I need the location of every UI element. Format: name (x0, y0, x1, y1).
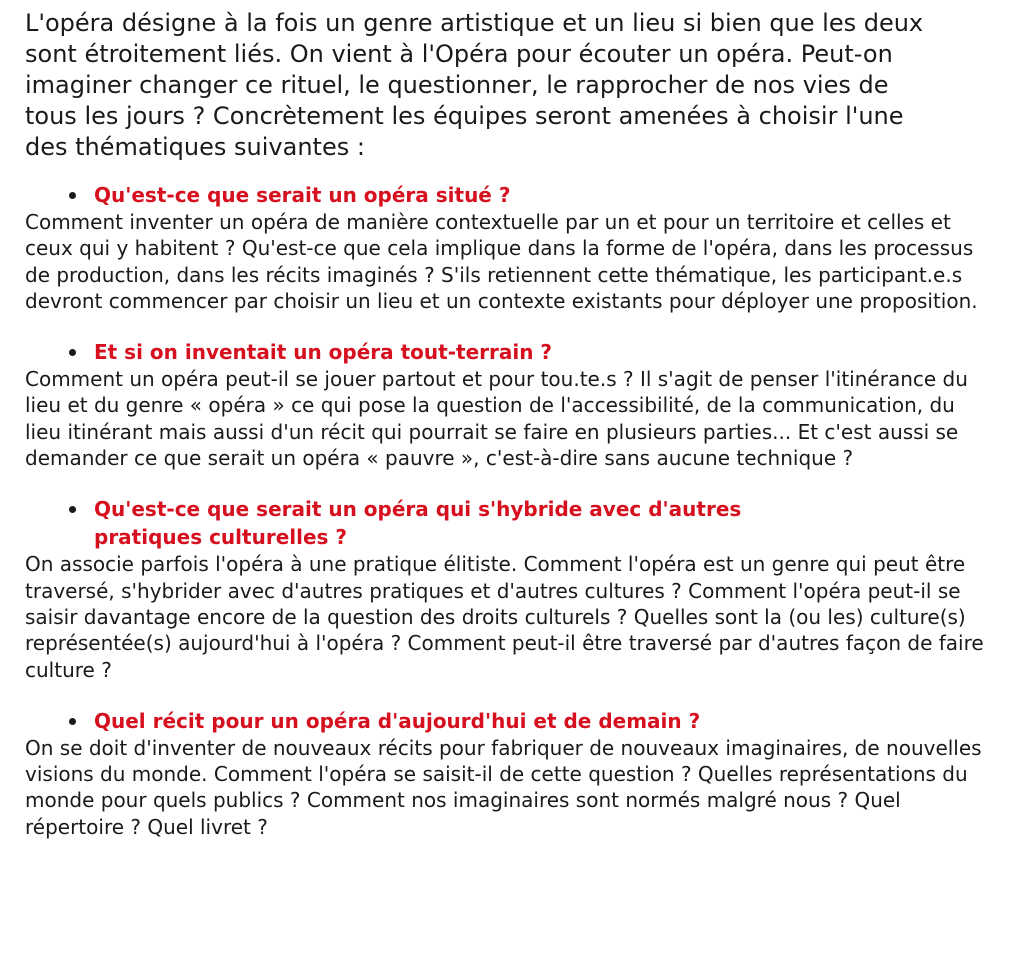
topic-title: Qu'est-ce que serait un opéra situé ? (94, 183, 511, 207)
topic-section (25, 495, 1008, 682)
topic-description: Comment un opéra peut-il se jouer partout et pour tou.te.s ? Il s'agit de penser l'itinérance du lieu et du genre « opéra » ce qui pose la question de l'accessibilité, de la communication, du lieu itinérant mais aussi d'un récit qui pourrait se faire en plusieurs parties... Et c'est aussi se demander ce que serait un opéra « pauvre », c'est-à-dire sans aucune technique ? (25, 367, 968, 471)
topic-section (25, 338, 1008, 471)
topic-list (25, 495, 1008, 551)
topic-list (25, 181, 1008, 209)
bullet-icon (69, 718, 76, 725)
topic-title: Qu'est-ce que serait un opéra qui s'hybride avec d'autres pratiques culturelles ? (94, 497, 742, 550)
topic-list (25, 707, 1008, 735)
bullet-icon (69, 349, 76, 356)
topic-list (25, 338, 1008, 366)
topic-heading (69, 707, 1008, 735)
bullet-icon (69, 192, 76, 199)
topic-section (25, 707, 1008, 840)
topic-heading (69, 181, 1008, 209)
intro-paragraph: L'opéra désigne à la fois un genre artistique et un lieu si bien que les deux sont étroitement liés. On vient à l'Opéra pour écouter un opéra. Peut-on imaginer changer ce rituel, le questionner, le rapprocher de nos vies de tous les jours ? Concrètement les équipes seront amenées à choisir l'une des thématiques suivantes : (25, 9, 924, 161)
topic-heading (69, 495, 1008, 551)
topic-description: On associe parfois l'opéra à une pratique élitiste. Comment l'opéra est un genre qui peut être traversé, s'hybrider avec d'autres pratiques et d'autres cultures ? Comment l'opéra peut-il se saisir davantage encore de la question des droits culturels ? Quelles sont la (ou les) culture(s) représentée(s) aujourd'hui à l'opéra ? Comment peut-il être traversé par d'autres façon de faire culture ? (25, 552, 984, 682)
topic-section (25, 181, 1008, 314)
topic-heading (69, 338, 1008, 366)
topic-title: Quel récit pour un opéra d'aujourd'hui et de demain ? (94, 708, 701, 733)
bullet-icon (69, 506, 76, 513)
topic-title: Et si on inventait un opéra tout-terrain ? (94, 340, 553, 365)
topic-description: On se doit d'inventer de nouveaux récits pour fabriquer de nouveaux imaginaires, de nouvelles visions du monde. Comment l'opéra se saisit-il de cette question ? Quelles représentations du monde pour quels publics ? Comment nos imaginaires sont normés malgré nous ? Quel répertoire ? Quel livret ? (25, 735, 982, 839)
topic-description: Comment inventer un opéra de manière contextuelle par un et pour un territoire et celles et ceux qui y habitent ? Qu'est-ce que cela implique dans la forme de l'opéra, dans les processus de production, dans les récits imaginés ? S'ils retiennent cette thématique, les participant.e.s devront commencer par choisir un lieu et un contexte existants pour déployer une proposition. (25, 210, 978, 313)
